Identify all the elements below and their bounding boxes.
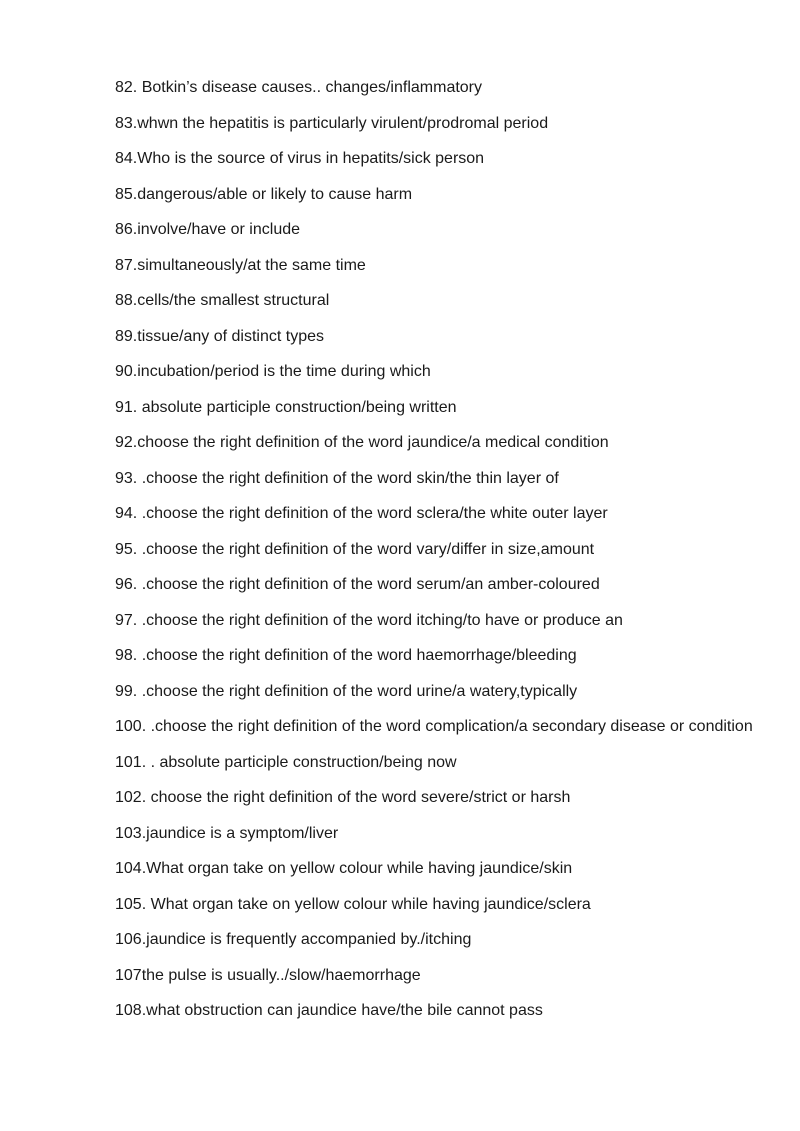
answer-line: 90.incubation/period is the time during which (115, 363, 431, 380)
answer-line: 108.what obstruction can jaundice have/the bile cannot pass (115, 1002, 543, 1019)
answer-list (115, 76, 755, 1035)
answer-line: 100. .choose the right definition of the word complication/a secondary disease or condition (115, 718, 753, 735)
answer-line: 91. absolute participle construction/being written (115, 398, 457, 416)
answer-line: 95. .choose the right definition of the word vary/differ in size,amount (115, 540, 595, 558)
answer-line: 97. .choose the right definition of the word itching/to have or produce an (115, 611, 623, 629)
answer-line: 83.whwn the hepatitis is particularly virulent/prodromal period (115, 114, 549, 132)
answer-line: 82. Botkin’s disease causes.. changes/inflammatory (115, 79, 483, 96)
answer-line: 96. .choose the right definition of the word serum/an amber-coloured (115, 576, 600, 593)
answer-line: 101. . absolute participle construction/being now (115, 753, 457, 771)
answer-line: 104.What organ take on yellow colour while having jaundice/skin (115, 860, 573, 877)
answer-line: 98. .choose the right definition of the word haemorrhage/bleeding (115, 647, 577, 664)
answer-line: 88.cells/the smallest structural (115, 292, 330, 309)
answer-line: 86.involve/have or include (115, 221, 301, 238)
answer-line: 106.jaundice is frequently accompanied by./itching (115, 931, 472, 948)
answer-line: 102. choose the right definition of the word severe/strict or harsh (115, 789, 571, 806)
answer-line: 99. .choose the right definition of the word urine/a watery,typically (115, 682, 578, 700)
answer-line: 105. What organ take on yellow colour while having jaundice/sclera (115, 895, 591, 913)
answer-line: 107the pulse is usually../slow/haemorrhage (115, 966, 421, 984)
answer-line: 84.Who is the source of virus in hepatits/sick person (115, 150, 485, 167)
answer-line: 89.tissue/any of distinct types (115, 327, 324, 345)
answer-line: 93. .choose the right definition of the word skin/the thin layer of (115, 469, 559, 487)
answer-line: 94. .choose the right definition of the word sclera/the white outer layer (115, 505, 608, 522)
answer-line: 85.dangerous/able or likely to cause harm (115, 185, 413, 203)
answer-line: 92.choose the right definition of the word jaundice/a medical condition (115, 434, 609, 451)
answer-line: 87.simultaneously/at the same time (115, 256, 366, 274)
answer-line: 103.jaundice is a symptom/liver (115, 824, 339, 842)
